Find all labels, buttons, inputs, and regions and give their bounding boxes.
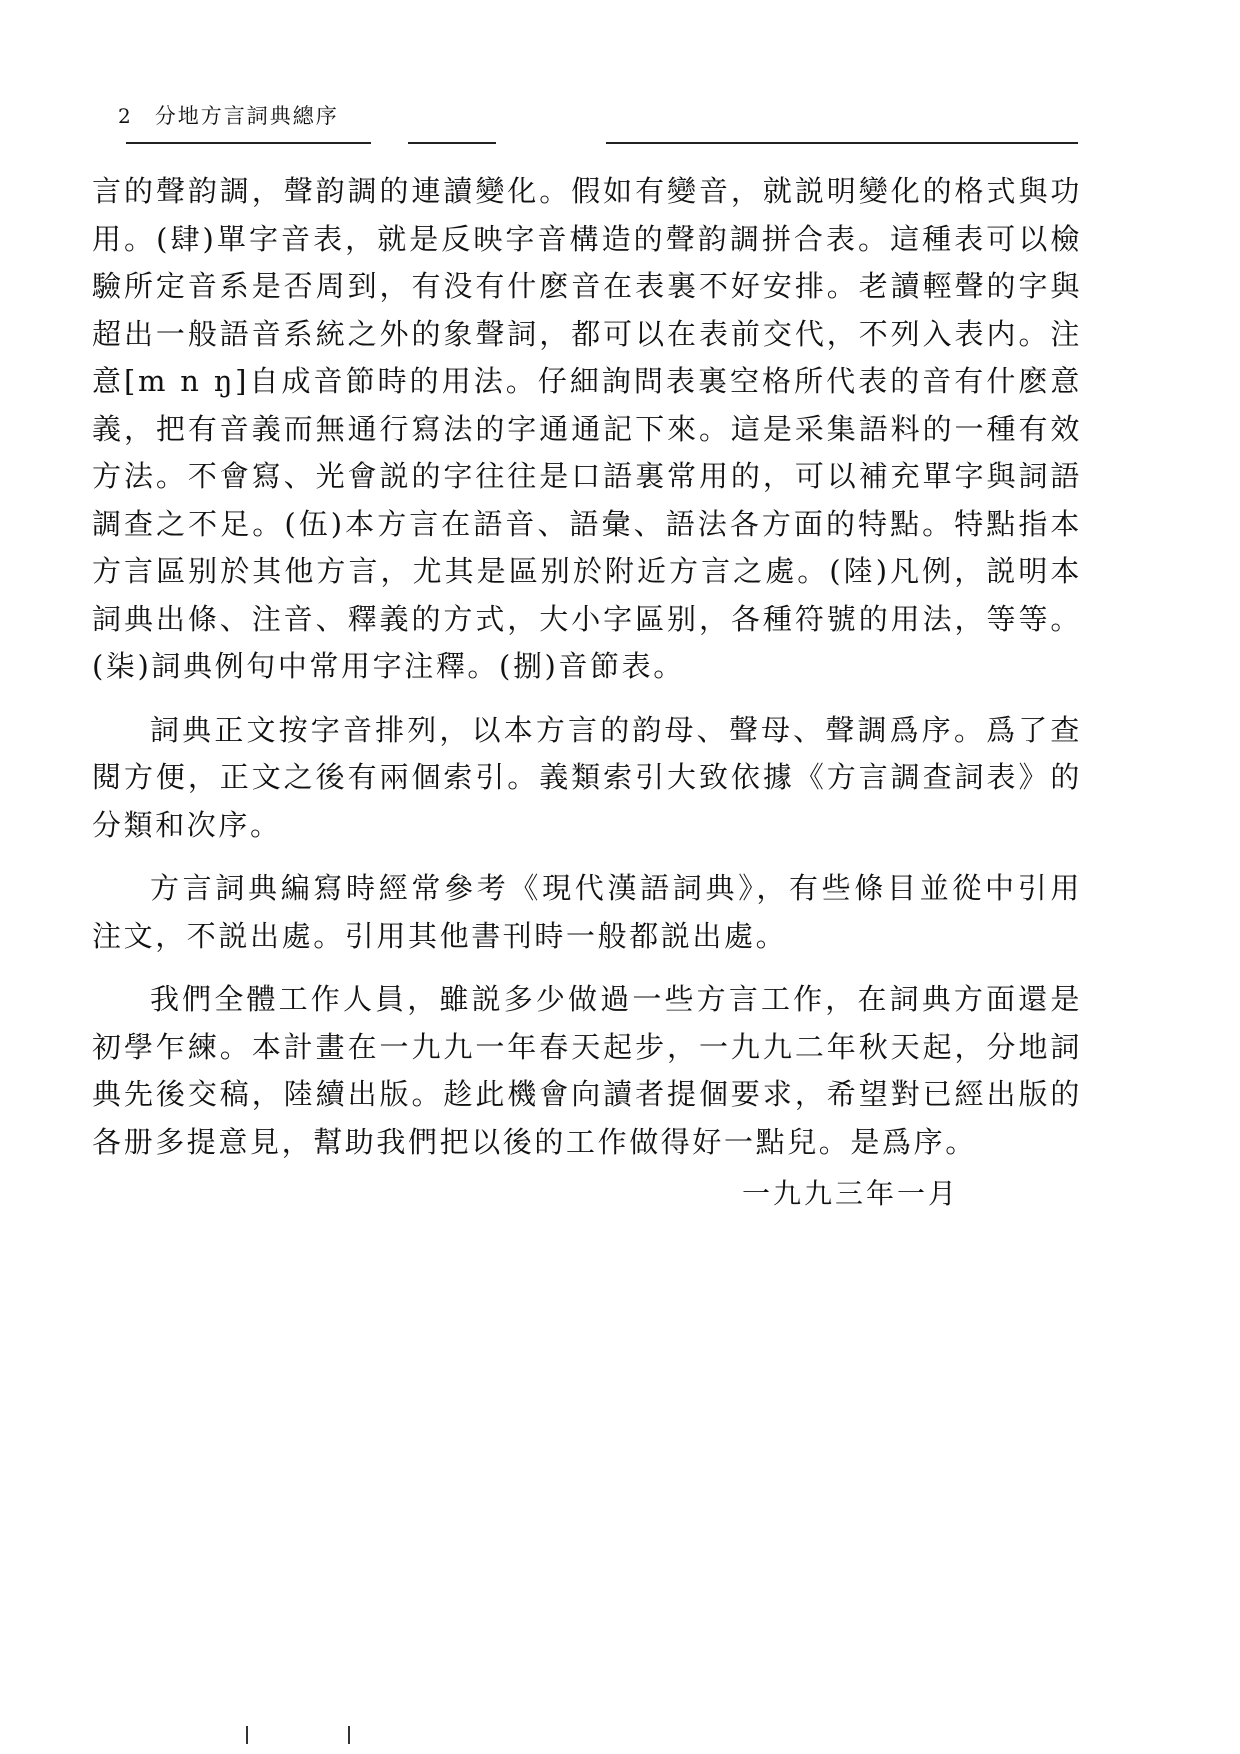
page-number: 2 [118,104,133,128]
header-rule-left [126,142,371,144]
paragraph-references: 方言詞典編寫時經常參考《現代漢語詞典》，有些條目並從中引用注文，不説出處。引用其他書刊時一般都説出處。 [92,871,1082,953]
running-title: 分地方言詞典總序 [154,104,339,128]
paragraph-arrangement: 詞典正文按字音排列，以本方言的韵母、聲母、聲調爲序。爲了查閱方便，正文之後有兩個索引。義類索引大致依據《方言調查詞表》的分類和次序。 [92,712,1082,842]
paragraph-closing: 我們全體工作人員，雖説多少做過一些方言工作，在詞典方面還是初學乍練。本計畫在一九九一年春天起步，一九九二年秋天起，分地詞典先後交稿，陸續出版。趁此機會向讀者提個要求，希望對已經出版的各册多提意見，幫助我們把以後的工作做得好一點兒。是爲序。 [92,982,1082,1159]
scan-mark [348,1726,350,1744]
header-rule-right [606,142,1078,144]
body-text [92,168,1082,1182]
preface-date: 一九九三年一月 [742,1177,960,1210]
paragraph-continued: 言的聲韵調，聲韵調的連讀變化。假如有變音，就説明變化的格式與功用。(肆)單字音表，就是反映字音構造的聲韵調拼合表。這種表可以檢驗所定音系是否周到，有没有什麽音在表裏不好安排。老讀輕聲的字與超出一般語音系統之外的象聲詞，都可以在表前交代，不列入表内。注意[m n ŋ]自成音節時的用法。仔細詢問表裏空格所代表的音有什麽意義，把有音義而無通行寫法的字通通記下來。這是采集語料的一種有效方法。不會寫、光會説的字往往是口語裏常用的，可以補充單字與詞語調查之不足。(伍)本方言在語音、語彙、語法各方面的特點。特點指本方言區别於其他方言，尤其是區别於附近方言之處。(陸)凡例，説明本詞典出條、注音、釋義的方式，大小字區别，各種符號的用法，等等。(柒)詞典例句中常用字注釋。(捌)音節表。 [92,174,1082,683]
header-rule-middle [408,142,496,144]
running-header [118,100,339,130]
scan-mark [246,1726,248,1744]
